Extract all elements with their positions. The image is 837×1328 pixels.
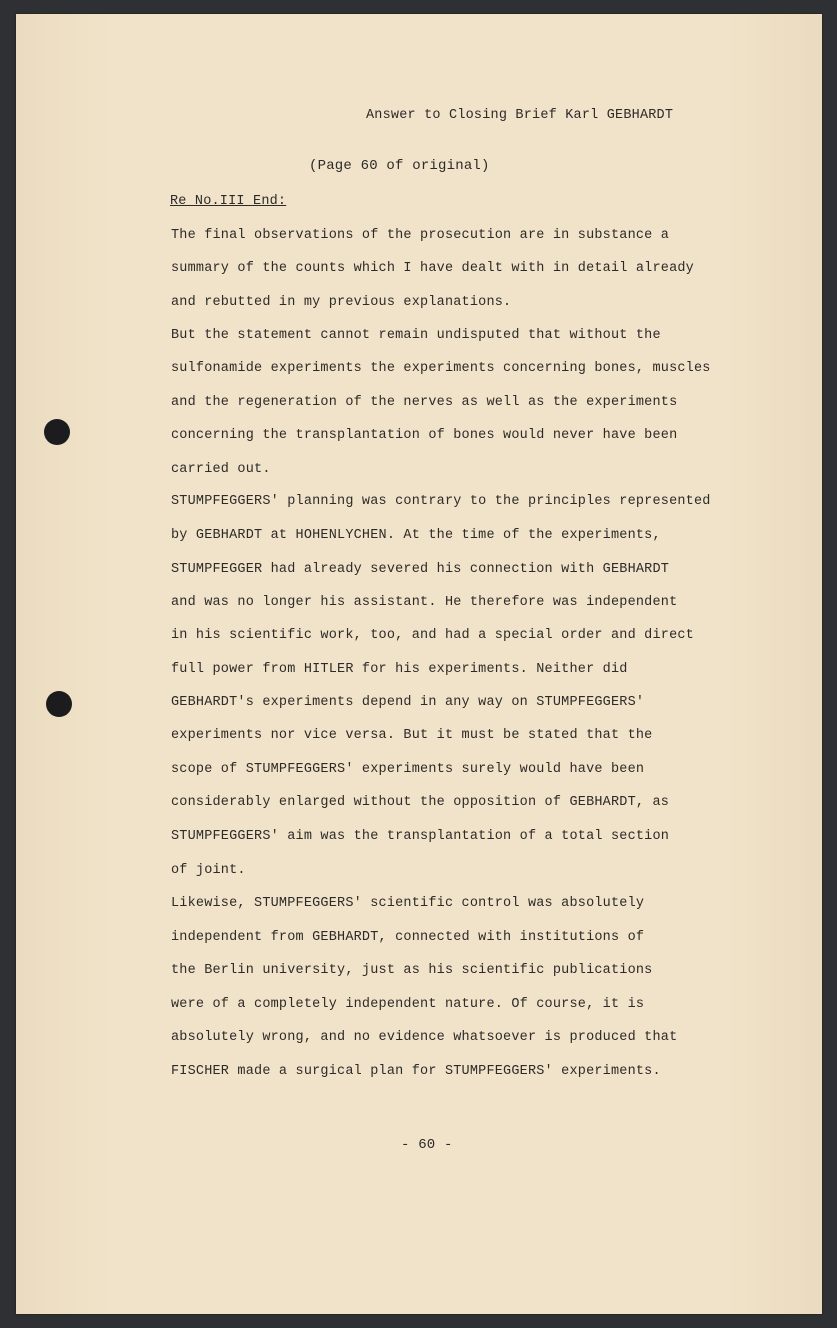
body-line: STUMPFEGGER had already severed his connection with GEBHARDT	[171, 562, 670, 577]
body-line: FISCHER made a surgical plan for STUMPFEGGERS' experiments.	[171, 1064, 661, 1079]
body-line: of joint.	[171, 863, 246, 878]
body-line: and rebutted in my previous explanations.	[171, 295, 512, 310]
body-line: independent from GEBHARDT, connected with institutions of	[171, 930, 645, 945]
body-line: experiments nor vice versa. But it must be stated that the	[171, 728, 653, 743]
punch-hole-top	[44, 419, 70, 445]
page-number: - 60 -	[401, 1137, 453, 1153]
body-line: in his scientific work, too, and had a special order and direct	[171, 628, 694, 643]
body-line: scope of STUMPFEGGERS' experiments surely would have been	[171, 762, 645, 777]
body-line: Likewise, STUMPFEGGERS' scientific control was absolutely	[171, 896, 645, 911]
body-line: But the statement cannot remain undisputed that without the	[171, 328, 661, 343]
body-line: The final observations of the prosecution are in substance a	[171, 228, 670, 243]
body-line: were of a completely independent nature. Of course, it is	[171, 997, 645, 1012]
section-heading: Re No.III End:	[170, 194, 287, 209]
body-line: STUMPFEGGERS' aim was the transplantation of a total section	[171, 829, 670, 844]
body-line: GEBHARDT's experiments depend in any way on STUMPFEGGERS'	[171, 695, 645, 710]
body-line: carried out.	[171, 462, 271, 477]
header-title: Answer to Closing Brief Karl GEBHARDT	[366, 108, 674, 123]
body-line: and was no longer his assistant. He therefore was independent	[171, 595, 678, 610]
page-reference: (Page 60 of original)	[309, 158, 490, 174]
body-line: and the regeneration of the nerves as well as the experiments	[171, 395, 678, 410]
body-line: absolutely wrong, and no evidence whatsoever is produced that	[171, 1030, 678, 1045]
body-line: STUMPFEGGERS' planning was contrary to the principles represented	[171, 494, 711, 509]
body-line: summary of the counts which I have dealt with in detail already	[171, 261, 694, 276]
body-line: considerably enlarged without the opposition of GEBHARDT, as	[171, 795, 670, 810]
document-page	[16, 14, 822, 1314]
body-line: by GEBHARDT at HOHENLYCHEN. At the time of the experiments,	[171, 528, 661, 543]
body-line: concerning the transplantation of bones would never have been	[171, 428, 678, 443]
punch-hole-bottom	[46, 691, 72, 717]
body-line: full power from HITLER for his experiments. Neither did	[171, 662, 628, 677]
body-line: the Berlin university, just as his scientific publications	[171, 963, 653, 978]
body-line: sulfonamide experiments the experiments concerning bones, muscles	[171, 361, 711, 376]
